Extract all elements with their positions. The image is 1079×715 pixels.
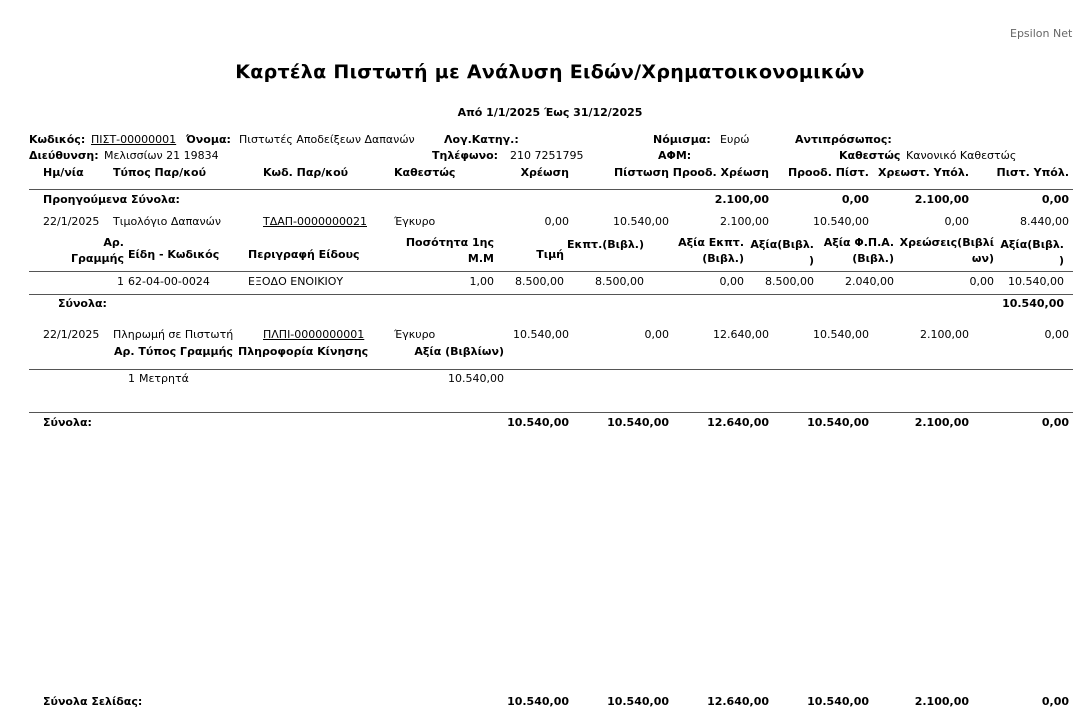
sub-line-no-1: Αρ. (103, 236, 124, 249)
line-desc: ΕΞΟΔΟ ΕΝΟΙΚΙΟΥ (248, 275, 344, 288)
doc1-totals-label: Σύνολα: (58, 297, 107, 310)
sub-val-1: Αξία(Βιβλ. (750, 238, 814, 251)
col-debit-bal: Χρεωστ. Υπόλ. (878, 166, 969, 179)
doc1-debit-bal: 0,00 (944, 215, 969, 228)
doc1-credit-bal: 8.440,00 (1020, 215, 1069, 228)
sub-disc: Εκπτ.(Βιβλ.) (567, 238, 644, 251)
status-value: Κανονικό Καθεστώς (906, 149, 1017, 162)
report-title: Καρτέλα Πιστωτή με Ανάλυση Ειδών/Χρηματοικονομικών (235, 61, 865, 83)
doc1-code-link[interactable]: ΤΔΑΠ-0000000021 (263, 215, 367, 228)
doc1-debit: 0,00 (544, 215, 569, 228)
doc2-credit-bal: 0,00 (1044, 328, 1069, 341)
line-disc: 8.500,00 (595, 275, 644, 288)
name-label: Όνομα: (186, 133, 231, 146)
doc2-line-type: Μετρητά (139, 372, 189, 385)
line-total: 10.540,00 (1008, 275, 1064, 288)
page-totals-prog-debit: 12.640,00 (707, 695, 769, 708)
sub-chg-2: ων) (971, 252, 994, 265)
line-val-disc: 0,00 (719, 275, 744, 288)
sub-vat-2: (Βιβλ.) (852, 252, 894, 265)
doc2-type: Πληρωμή σε Πιστωτή (113, 328, 234, 341)
sub-price: Τιμή (536, 248, 564, 261)
sub-desc: Περιγραφή Είδους (248, 248, 360, 261)
report-period: Από 1/1/2025 Έως 31/12/2025 (457, 106, 643, 119)
sub-qty-2: Μ.Μ (467, 252, 494, 265)
brand-label: Epsilon Net (1010, 27, 1073, 40)
doc1-prog-credit: 10.540,00 (813, 215, 869, 228)
col-credit: Πίστωση (613, 166, 669, 179)
code-value[interactable]: ΠΙΣΤ-00000001 (91, 133, 177, 146)
doc1-totals-value: 10.540,00 (1002, 297, 1064, 310)
page-totals-credit: 10.540,00 (607, 695, 669, 708)
line-no: 1 (117, 275, 124, 288)
line-item-code: 62-04-00-0024 (128, 275, 210, 288)
doc2-sub-divider (29, 369, 1073, 370)
line-qty: 1,00 (469, 275, 494, 288)
doc2-debit-bal: 2.100,00 (920, 328, 969, 341)
doc2-status: Έγκυρο (394, 328, 436, 341)
totals-credit: 10.540,00 (607, 416, 669, 429)
doc2-debit: 10.540,00 (513, 328, 569, 341)
doc2-prog-credit: 10.540,00 (813, 328, 869, 341)
col-credit-bal: Πιστ. Υπόλ. (996, 166, 1069, 179)
page-totals-label: Σύνολα Σελίδας: (43, 695, 143, 708)
doc1-type: Τιμολόγιο Δαπανών (113, 215, 222, 228)
sub-total-1: Αξία(Βιβλ. (1000, 238, 1064, 251)
address-value: Μελισσίων 21 19834 (104, 149, 219, 162)
totals-label: Σύνολα: (43, 416, 92, 429)
page-totals-credit-bal: 0,00 (1041, 695, 1069, 708)
col-prog-credit: Προοδ. Πίστ. (787, 166, 869, 179)
col-doc-type: Τύπος Παρ/κού (113, 166, 206, 179)
col-prog-debit: Προοδ. Χρέωση (672, 166, 769, 179)
col-debit: Χρέωση (520, 166, 569, 179)
sub-val-2: ) (808, 254, 814, 267)
line-divider (29, 294, 1073, 295)
doc2-sub-info: Πληροφορία Κίνησης (238, 345, 369, 358)
afm-label: ΑΦΜ: (658, 149, 692, 162)
page-totals-prog-credit: 10.540,00 (807, 695, 869, 708)
previous-debit-bal: 2.100,00 (914, 193, 969, 206)
name-value: Πιστωτές Αποδείξεων Δαπανών (239, 133, 415, 146)
doc1-prog-debit: 2.100,00 (720, 215, 769, 228)
doc1-date: 22/1/2025 (43, 215, 100, 228)
col-status: Καθεστώς (394, 166, 456, 179)
col-doc-code: Κωδ. Παρ/κού (263, 166, 349, 179)
sub-qty-1: Ποσότητα 1ης (405, 236, 494, 249)
sub-vat-1: Αξία Φ.Π.Α. (823, 236, 894, 249)
totals-credit-bal: 0,00 (1041, 416, 1069, 429)
line-vat: 2.040,00 (845, 275, 894, 288)
totals-prog-debit: 12.640,00 (707, 416, 769, 429)
doc2-date: 22/1/2025 (43, 328, 100, 341)
header-divider (29, 189, 1073, 190)
doc2-line-value: 10.540,00 (448, 372, 504, 385)
sub-line-no-2: Γραμμής (71, 252, 124, 265)
doc2-sub-line-type: Αρ. Τύπος Γραμμής (114, 345, 233, 358)
doc2-prog-debit: 12.640,00 (713, 328, 769, 341)
doc2-credit: 0,00 (644, 328, 669, 341)
doc1-credit: 10.540,00 (613, 215, 669, 228)
currency-value: Ευρώ (720, 133, 750, 146)
line-val: 8.500,00 (765, 275, 814, 288)
phone-label: Τηλέφωνο: (432, 149, 499, 162)
previous-label: Προηγούμενα Σύνολα: (43, 193, 180, 206)
address-label: Διεύθυνση: (29, 149, 99, 162)
sub-header-divider (29, 271, 1073, 272)
totals-divider (29, 412, 1073, 413)
col-date: Ημ/νία (43, 166, 84, 179)
status-label: Καθεστώς (839, 149, 901, 162)
totals-debit-bal: 2.100,00 (914, 416, 969, 429)
rep-label: Αντιπρόσωπος: (795, 133, 892, 146)
currency-label: Νόμισμα: (653, 133, 711, 146)
previous-credit-bal: 0,00 (1041, 193, 1069, 206)
line-chg: 0,00 (969, 275, 994, 288)
doc2-code-link[interactable]: ΠΛΠΙ-0000000001 (263, 328, 365, 341)
totals-prog-credit: 10.540,00 (807, 416, 869, 429)
doc1-status: Έγκυρο (394, 215, 436, 228)
doc2-sub-value: Αξία (Βιβλίων) (414, 345, 504, 358)
page-totals-debit-bal: 2.100,00 (914, 695, 969, 708)
doc2-line-no: 1 (128, 372, 135, 385)
sub-val-disc-1: Αξία Εκπτ. (678, 236, 744, 249)
sub-chg-1: Χρεώσεις(Βιβλί (899, 236, 994, 249)
code-label: Κωδικός: (29, 133, 86, 146)
phone-value: 210 7251795 (510, 149, 584, 162)
previous-prog-credit: 0,00 (841, 193, 869, 206)
previous-prog-debit: 2.100,00 (714, 193, 769, 206)
totals-debit: 10.540,00 (507, 416, 569, 429)
account-label: Λογ.Κατηγ.: (444, 133, 519, 146)
sub-total-2: ) (1058, 254, 1064, 267)
sub-val-disc-2: (Βιβλ.) (702, 252, 744, 265)
line-price: 8.500,00 (515, 275, 564, 288)
sub-item-code: Είδη - Κωδικός (128, 248, 220, 261)
page-totals-debit: 10.540,00 (507, 695, 569, 708)
